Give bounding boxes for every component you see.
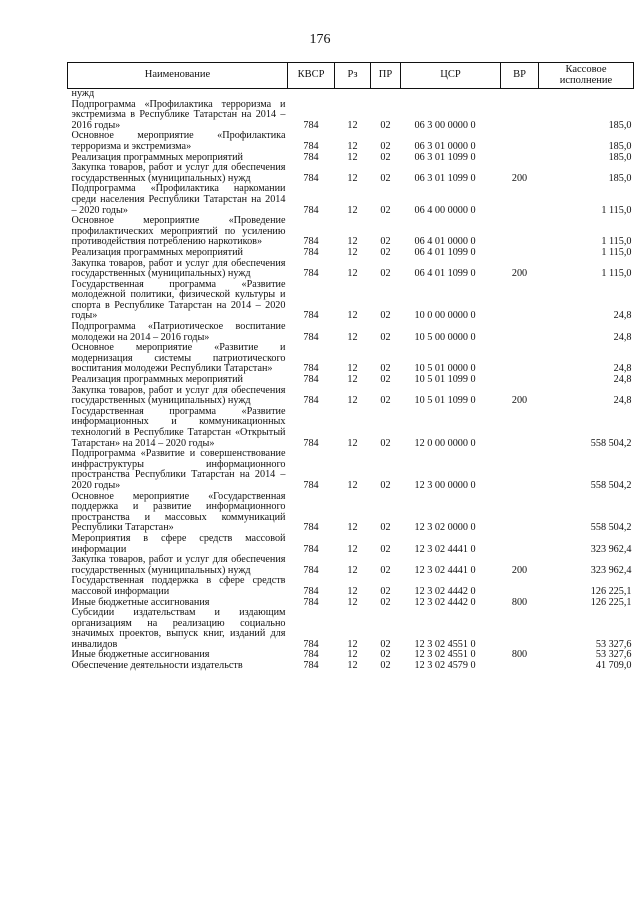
row-csr: 06 4 01 0000 0 (414, 236, 476, 248)
table-row (68, 259, 634, 280)
row-kvsr: 784 (303, 638, 319, 650)
row-rz: 12 (347, 268, 358, 280)
header-vr: ВР (501, 63, 539, 89)
row-rz: 12 (347, 172, 358, 184)
row-sum: 185,0 (608, 119, 632, 131)
row-pr: 02 (380, 236, 391, 248)
row-csr: 12 3 02 4441 0 (414, 564, 476, 576)
row-sum: 1 115,0 (601, 268, 632, 280)
row-sum: 24,8 (613, 310, 632, 322)
row-name: Реализация программных мероприятий (71, 151, 243, 163)
row-pr: 02 (380, 660, 391, 672)
row-name: Иные бюджетные ассигнования (71, 649, 210, 661)
row-pr: 02 (380, 268, 391, 280)
row-pr: 02 (380, 204, 391, 216)
table-row (68, 184, 634, 216)
table-row (68, 89, 634, 100)
row-csr: 12 0 00 0000 0 (414, 437, 476, 449)
row-sum: 24,8 (613, 363, 632, 375)
row-sum: 1 115,0 (601, 236, 632, 248)
row-vr: 200 (511, 395, 528, 407)
row-csr: 10 5 01 0000 0 (414, 363, 476, 375)
row-csr: 06 4 01 1099 0 (414, 246, 476, 258)
row-rz: 12 (347, 331, 358, 343)
table-row (68, 534, 634, 555)
row-pr: 02 (380, 479, 391, 491)
row-sum: 558 504,2 (590, 479, 632, 491)
row-rz: 12 (347, 374, 358, 386)
header-csr: ЦСР (401, 63, 501, 89)
row-sum: 126 225,1 (590, 585, 632, 597)
header-sum: Кассовое исполнение (539, 63, 634, 89)
row-name: Государственная программа «Развитие информационных и коммуникационных технологий в Республике Татарстан «Открытый Татарстан» на 2014 – 2020 годы» (71, 405, 286, 449)
row-csr: 12 3 00 0000 0 (414, 479, 476, 491)
row-csr: 12 3 02 4442 0 (414, 596, 476, 608)
row-pr: 02 (380, 522, 391, 534)
row-sum: 24,8 (613, 374, 632, 386)
page-number: 176 (309, 32, 331, 47)
row-kvsr: 784 (303, 649, 319, 661)
row-pr: 02 (380, 363, 391, 375)
row-rz: 12 (347, 660, 358, 672)
row-kvsr: 784 (303, 564, 319, 576)
header-rz: Рз (335, 63, 371, 89)
row-sum: 1 115,0 (601, 246, 632, 258)
row-vr (501, 280, 539, 322)
row-pr: 02 (380, 246, 391, 258)
row-kvsr: 784 (303, 479, 319, 491)
table-row (68, 248, 634, 259)
row-vr (501, 89, 539, 100)
row-sum: 53 327,6 (595, 649, 632, 661)
table-row (68, 322, 634, 343)
row-pr: 02 (380, 310, 391, 322)
row-csr: 10 5 00 0000 0 (414, 331, 476, 343)
row-kvsr: 784 (303, 204, 319, 216)
row-name: Основное мероприятие «Развитие и модернизация системы патриотического воспитания молодежи Республики Татарстан» (71, 342, 286, 375)
row-csr: 06 3 01 0000 0 (414, 140, 476, 152)
row-vr (501, 322, 539, 343)
row-sum (539, 89, 634, 100)
table-row (68, 449, 634, 491)
header-name: Наименование (68, 63, 288, 89)
row-name: Основное мероприятие «Профилактика терроризма и экстремизма» (71, 130, 286, 152)
row-pr: 02 (380, 140, 391, 152)
table-row (68, 163, 634, 184)
row-rz: 12 (347, 543, 358, 555)
table-row (68, 661, 634, 672)
row-name: Мероприятия в сфере средств массовой информации (71, 532, 286, 555)
row-name: Подпрограмма «Патриотическое воспитание молодежи на 2014 – 2016 годы» (71, 321, 286, 343)
row-kvsr: 784 (303, 246, 319, 258)
table-header (68, 63, 634, 89)
row-vr (501, 100, 539, 132)
row-kvsr: 784 (303, 374, 319, 386)
table-row (68, 492, 634, 534)
row-kvsr: 784 (303, 236, 319, 248)
row-rz: 12 (347, 585, 358, 597)
row-vr (501, 153, 539, 164)
row-csr: 06 4 00 0000 0 (414, 204, 476, 216)
row-kvsr: 784 (303, 119, 319, 131)
row-pr: 02 (380, 638, 391, 650)
row-vr (501, 216, 539, 248)
row-name: Реализация программных мероприятий (71, 374, 243, 386)
row-vr (501, 375, 539, 386)
row-rz: 12 (347, 522, 358, 534)
row-csr: 06 3 00 0000 0 (414, 119, 476, 131)
row-pr: 02 (380, 151, 391, 163)
row-name: Субсидии издательствам и издающим организациям на реализацию социально значимых проектов, выпуск книг, изданий для инвалидов (71, 607, 286, 650)
row-rz: 12 (347, 363, 358, 375)
row-name: Закупка товаров, работ и услуг для обеспечения государственных (муниципальных) нужд (71, 162, 286, 184)
row-vr (501, 343, 539, 375)
row-name: Иные бюджетные ассигнования (71, 596, 210, 608)
row-csr: 10 5 01 1099 0 (414, 374, 476, 386)
row-rz: 12 (347, 479, 358, 491)
table-row (68, 608, 634, 650)
table-row (68, 407, 634, 449)
row-sum: 24,8 (613, 331, 632, 343)
row-rz (335, 89, 371, 100)
row-sum: 323 962,4 (590, 543, 632, 555)
row-csr: 10 5 01 1099 0 (414, 395, 476, 407)
row-vr (501, 661, 539, 672)
row-sum: 41 709,0 (595, 660, 632, 672)
row-name: Подпрограмма «Профилактика наркомании среди населения Республики Татарстан на 2014 – 2020 годы» (71, 183, 286, 216)
row-csr: 12 3 02 4442 0 (414, 585, 476, 597)
row-vr: 200 (511, 268, 528, 280)
row-sum: 558 504,2 (590, 522, 632, 534)
row-rz: 12 (347, 395, 358, 407)
row-kvsr: 784 (303, 140, 319, 152)
row-rz: 12 (347, 638, 358, 650)
row-name: Реализация программных мероприятий (71, 246, 243, 258)
row-rz: 12 (347, 564, 358, 576)
row-pr (371, 89, 401, 100)
row-kvsr: 784 (303, 310, 319, 322)
row-kvsr: 784 (303, 543, 319, 555)
row-pr: 02 (380, 437, 391, 449)
budget-execution-table (67, 62, 634, 672)
table-row (68, 131, 634, 152)
row-pr: 02 (380, 395, 391, 407)
row-csr: 06 3 01 1099 0 (414, 151, 476, 163)
row-sum: 126 225,1 (590, 596, 632, 608)
row-name: нужд (71, 88, 95, 99)
row-sum: 323 962,4 (590, 564, 632, 576)
row-kvsr: 784 (303, 331, 319, 343)
row-name: Государственная программа «Развитие молодежной политики, физической культуры и спорта в Республике Татарстан на 2014 – 2020 годы» (71, 278, 286, 322)
row-kvsr: 784 (303, 363, 319, 375)
row-pr: 02 (380, 331, 391, 343)
row-name: Основное мероприятие «Проведение профилактических мероприятий по усилению противодействия потреблению наркотиков» (71, 215, 286, 248)
row-vr (501, 407, 539, 449)
row-csr: 12 3 02 4551 0 (414, 638, 476, 650)
row-pr: 02 (380, 543, 391, 555)
row-vr (501, 608, 539, 650)
table-row (68, 555, 634, 576)
row-vr (501, 534, 539, 555)
row-kvsr: 784 (303, 437, 319, 449)
table-row (68, 280, 634, 322)
row-pr: 02 (380, 596, 391, 608)
row-kvsr: 784 (303, 151, 319, 163)
row-pr: 02 (380, 374, 391, 386)
table-body (68, 89, 634, 672)
row-sum: 53 327,6 (595, 638, 632, 650)
row-vr: 800 (511, 649, 528, 661)
row-vr: 800 (511, 596, 528, 608)
row-vr (501, 576, 539, 597)
row-name: Государственная поддержка в сфере средств массовой информации (71, 575, 286, 597)
row-rz: 12 (347, 151, 358, 163)
row-name: Закупка товаров, работ и услуг для обеспечения государственных (муниципальных) нужд (71, 257, 286, 280)
row-csr: 12 3 02 0000 0 (414, 522, 476, 534)
row-rz: 12 (347, 437, 358, 449)
row-kvsr: 784 (303, 596, 319, 608)
row-sum: 185,0 (608, 172, 632, 184)
table-row (68, 343, 634, 375)
row-sum: 1 115,0 (601, 204, 632, 216)
row-vr (501, 184, 539, 216)
row-sum: 24,8 (613, 395, 632, 407)
row-name: Обеспечение деятельности издательств (71, 660, 243, 672)
row-kvsr: 784 (303, 585, 319, 597)
table-row (68, 386, 634, 407)
header-pr: ПР (371, 63, 401, 89)
row-sum: 185,0 (608, 140, 632, 152)
row-sum: 558 504,2 (590, 437, 632, 449)
row-name: Основное мероприятие «Государственная поддержка и развитие информационного пространства и массовых коммуникаций Республики Татарстан» (71, 490, 286, 534)
row-pr: 02 (380, 649, 391, 661)
row-pr: 02 (380, 585, 391, 597)
row-pr: 02 (380, 172, 391, 184)
table-row (68, 216, 634, 248)
row-name: Подпрограмма «Развитие и совершенствование инфраструктуры информационного пространства Республики Татарстан на 2014 – 2020 годы» (71, 448, 286, 491)
row-csr: 06 3 01 1099 0 (414, 172, 476, 184)
row-rz: 12 (347, 140, 358, 152)
row-vr (501, 449, 539, 491)
row-vr: 200 (511, 564, 528, 576)
row-rz: 12 (347, 204, 358, 216)
row-csr: 12 3 02 4441 0 (414, 543, 476, 555)
header-kvsr: КВСР (288, 63, 335, 89)
row-vr: 200 (511, 172, 528, 184)
row-pr: 02 (380, 564, 391, 576)
row-vr (501, 248, 539, 259)
row-kvsr: 784 (303, 522, 319, 534)
row-csr: 10 0 00 0000 0 (414, 310, 476, 322)
row-rz: 12 (347, 119, 358, 131)
row-vr (501, 492, 539, 534)
table-row (68, 576, 634, 597)
row-rz: 12 (347, 246, 358, 258)
row-vr (501, 131, 539, 152)
row-csr: 12 3 02 4551 0 (414, 649, 476, 661)
row-rz: 12 (347, 596, 358, 608)
row-kvsr: 784 (303, 395, 319, 407)
row-rz: 12 (347, 649, 358, 661)
row-kvsr: 784 (303, 268, 319, 280)
row-name: Подпрограмма «Профилактика терроризма и экстремизма в Республике Татарстан на 2014 – 2016 годы» (71, 98, 286, 131)
row-sum: 185,0 (608, 151, 632, 163)
row-name: Закупка товаров, работ и услуг для обеспечения государственных (муниципальных) нужд (71, 554, 286, 576)
table-row (68, 100, 634, 132)
row-csr: 12 3 02 4579 0 (414, 660, 476, 672)
row-kvsr: 784 (303, 660, 319, 672)
row-kvsr: 784 (303, 172, 319, 184)
row-csr (401, 89, 501, 100)
row-csr: 06 4 01 1099 0 (414, 268, 476, 280)
row-rz: 12 (347, 310, 358, 322)
row-name: Закупка товаров, работ и услуг для обеспечения государственных (муниципальных) нужд (71, 384, 286, 407)
row-rz: 12 (347, 236, 358, 248)
row-pr: 02 (380, 119, 391, 131)
row-kvsr (288, 89, 335, 100)
